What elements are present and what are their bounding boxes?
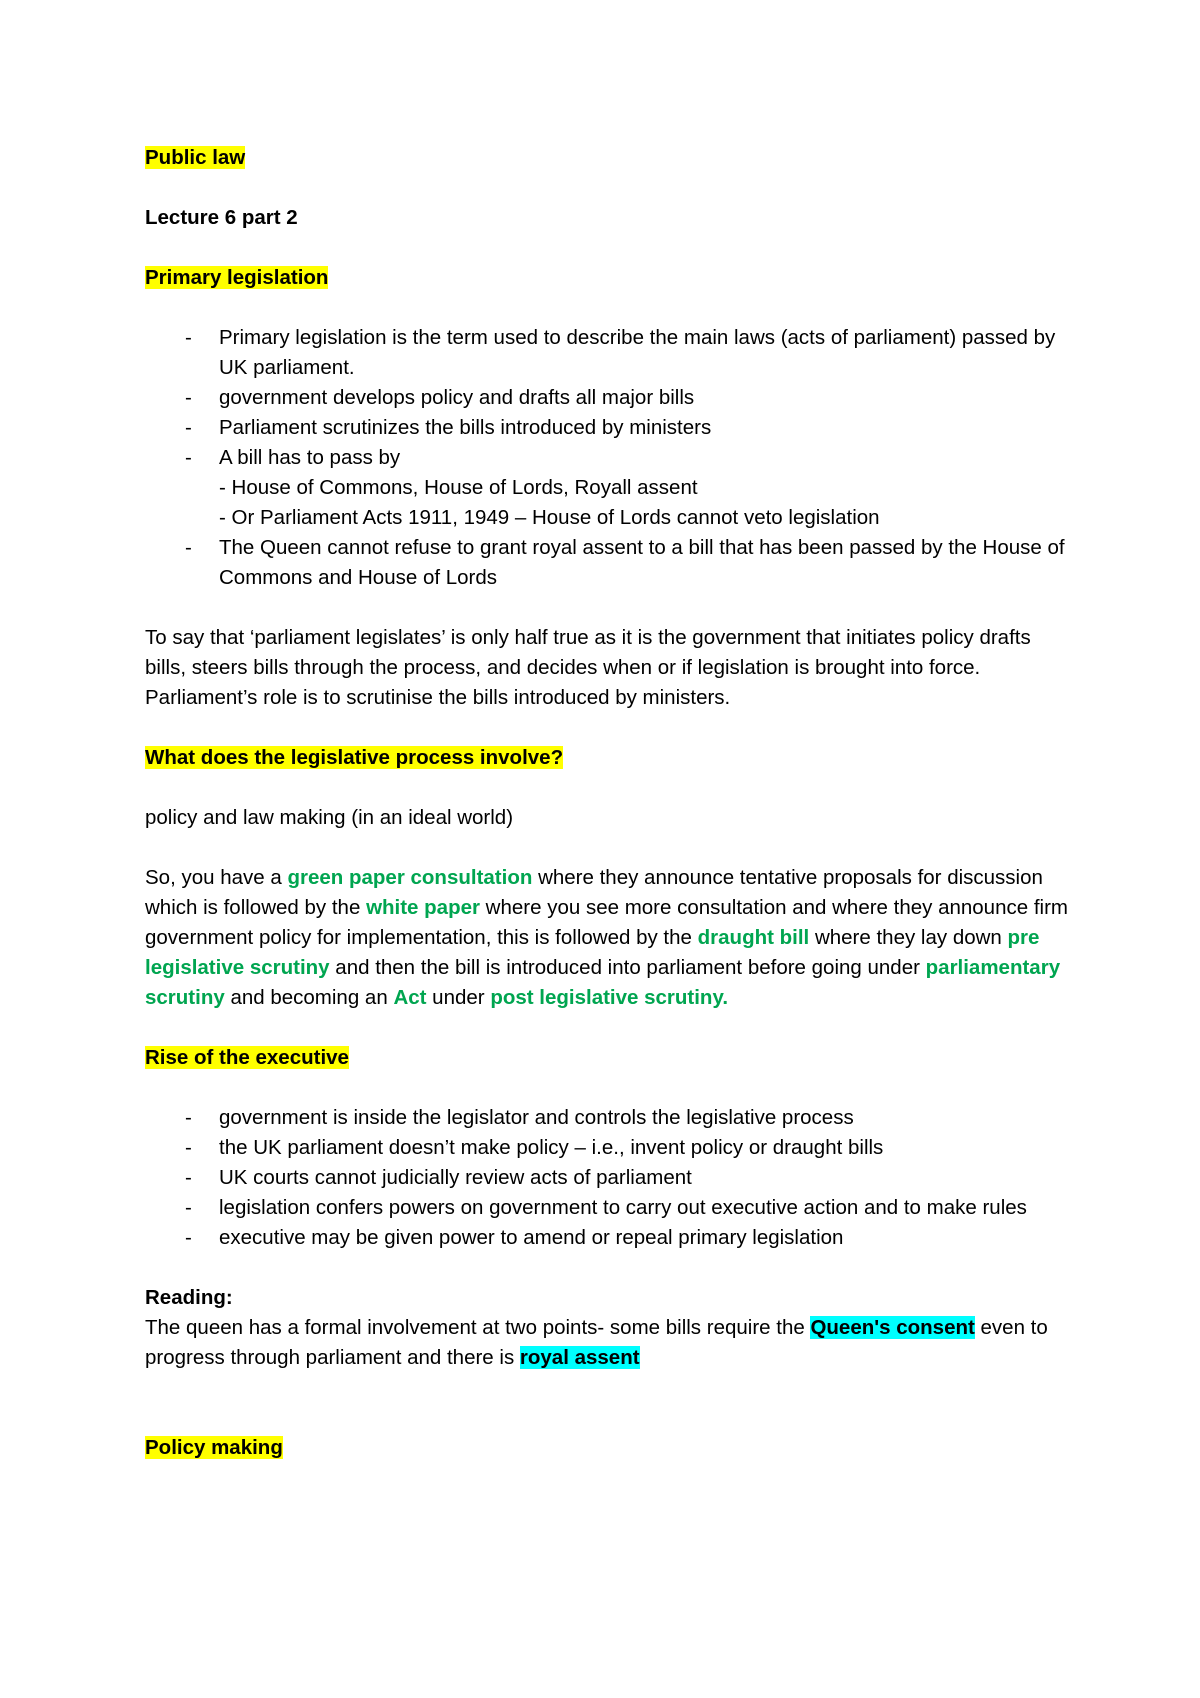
primary-legislation-list	[145, 323, 1070, 593]
paragraph-legislative-process	[145, 863, 1070, 1013]
green-term: pre legislative scrutiny	[145, 926, 1040, 979]
green-term: white paper	[366, 896, 480, 919]
heading-legislative-process: What does the legislative process involve?	[145, 746, 564, 769]
list-item: - executive may be given power to amend or repeal primary legislation	[145, 1223, 1070, 1253]
list-item-text: A bill has to pass by	[219, 446, 401, 469]
green-term: Act	[393, 986, 427, 1009]
list-item: - Primary legislation is the term used to describe the main laws (acts of parliament) passed by UK parliament.	[145, 323, 1070, 383]
list-item: - Parliament scrutinizes the bills introduced by ministers	[145, 413, 1070, 443]
text-run: So, you have a	[145, 866, 288, 889]
paragraph-parliament-legislates: To say that ‘parliament legislates’ is only half true as it is the government that initiates policy drafts bills, steers bills through the process, and decides when or if legislation is brought into force. Parliament’s role is to scrutinise the bills introduced by ministers.	[145, 626, 1031, 709]
list-item: - government is inside the legislator and controls the legislative process	[145, 1103, 1070, 1133]
heading-primary-legislation: Primary legislation	[145, 266, 329, 289]
text-run: and becoming an	[224, 986, 394, 1009]
reading-paragraph	[145, 1313, 1070, 1373]
list-item: - the UK parliament doesn’t make policy – i.e., invent policy or draught bills	[145, 1133, 1070, 1163]
text-run: under	[426, 986, 491, 1009]
list-item: - legislation confers powers on government to carry out executive action and to make rules	[145, 1193, 1070, 1223]
green-term: post legislative scrutiny.	[490, 986, 729, 1009]
green-term: green paper consultation	[287, 866, 533, 889]
text-run: and then the bill is introduced into parliament before going under	[329, 956, 926, 979]
sub-line: - House of Commons, House of Lords, Royall assent	[219, 476, 698, 499]
green-term: draught bill	[697, 926, 810, 949]
text-run: where they lay down	[809, 926, 1008, 949]
reading-heading: Reading:	[145, 1286, 233, 1309]
list-item	[145, 443, 1070, 533]
executive-list	[145, 1103, 1070, 1253]
heading-rise-of-executive: Rise of the executive	[145, 1046, 349, 1069]
lecture-label: Lecture 6 part 2	[145, 206, 298, 229]
cyan-highlight: Queen's consent	[810, 1316, 975, 1339]
text-run: where you see more consultation and where they announce firm government policy for implementation, this is followed by the	[145, 896, 1068, 949]
list-item: - The Queen cannot refuse to grant royal assent to a bill that has been passed by the House of Commons and House of Lords	[145, 533, 1070, 593]
list-item: - government develops policy and drafts all major bills	[145, 383, 1070, 413]
document-title: Public law	[145, 146, 246, 169]
process-intro: policy and law making (in an ideal world)	[145, 806, 514, 829]
sub-line: - Or Parliament Acts 1911, 1949 – House of Lords cannot veto legislation	[219, 506, 880, 529]
heading-policy-making: Policy making	[145, 1436, 283, 1459]
text-run: even to progress through parliament and there is	[145, 1316, 1048, 1369]
cyan-highlight: royal assent	[519, 1346, 640, 1369]
list-item: - UK courts cannot judicially review acts of parliament	[145, 1163, 1070, 1193]
text-run: where they announce tentative proposals for discussion which is followed by the	[145, 866, 1043, 919]
green-term: parliamentary scrutiny	[145, 956, 1061, 1009]
text-run: The queen has a formal involvement at two points- some bills require the	[145, 1316, 811, 1339]
